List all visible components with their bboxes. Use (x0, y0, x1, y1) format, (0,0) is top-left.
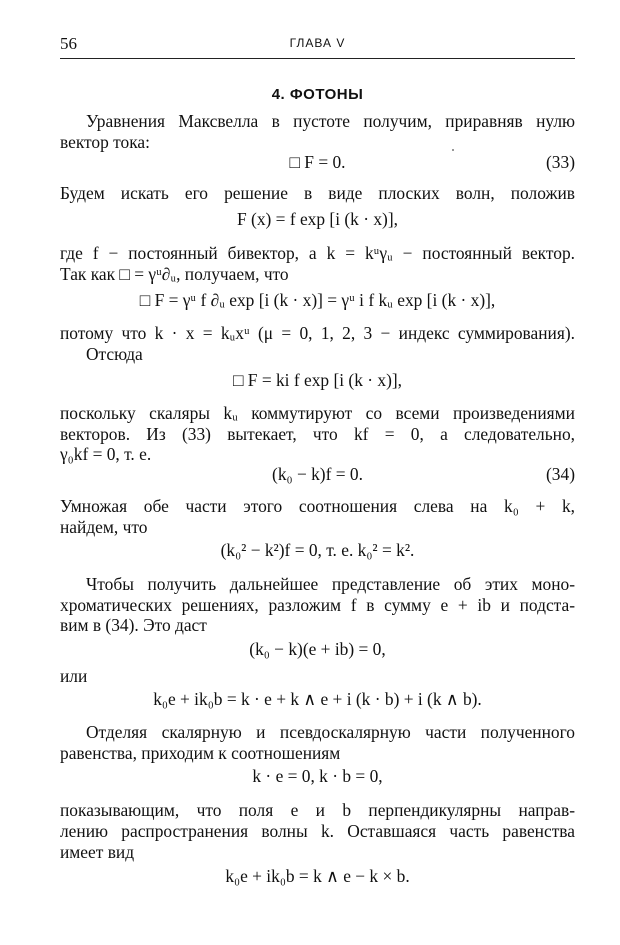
text-line: вим в (34). Это даст (60, 615, 207, 635)
equation: □ F = ki f exp [i (k · x)], (232, 370, 403, 390)
text-line: вектор тока: (60, 132, 150, 152)
text-line: имеет вид (60, 842, 135, 862)
equation: (k₀ − k)(e + ib) = 0, (249, 639, 386, 659)
equation: □ F = 0. (289, 152, 346, 172)
text-line: поскольку скаляры kᵤ коммутируют со всеми произведениями (60, 403, 575, 423)
text-line: Будем искать его решение в виде плоских волн, положив (60, 183, 575, 203)
text-line: показывающим, что поля e и b перпендикулярны направ- (60, 800, 575, 820)
equation: F (x) = f exp [i (k · x)], (237, 209, 398, 229)
text-line: γ₀kf = 0, т. е. (60, 444, 152, 464)
text-line: Уравнения Максвелла в пустоте получим, приравняв нулю (86, 111, 575, 131)
text-line: Отделяя скалярную и псевдоскалярную части полученного (86, 722, 575, 742)
equation: (k₀ − k)f = 0. (272, 464, 363, 484)
chapter-title: ГЛАВА V (289, 36, 346, 50)
equation: k₀e + ik₀b = k · e + k ∧ e + i (k · b) + i (k ∧ b). (153, 689, 482, 709)
text-line: или (60, 666, 88, 686)
equation-number: (33) (546, 152, 575, 172)
equation-number: (34) (546, 464, 575, 484)
text-line: потому что k · x = kᵤxᵘ (μ = 0, 1, 2, 3 − индекс суммирования). (60, 323, 575, 343)
equation: k · e = 0, k · b = 0, (252, 766, 383, 786)
equation: □ F = γᵘ f ∂ᵤ exp [i (k · x)] = γᵘ i f kᵤ exp [i (k · x)], (139, 290, 496, 310)
print-speck (452, 149, 454, 151)
equation: k₀e + ik₀b = k ∧ e − k × b. (225, 866, 410, 886)
running-header (60, 34, 575, 54)
text-line: Так как □ = γᵘ∂ᵤ, получаем, что (60, 264, 289, 284)
section-title: 4. ФОТОНЫ (271, 86, 364, 103)
text-line: векторов. Из (33) вытекает, что kf = 0, а следовательно, (60, 424, 575, 444)
text-line: Умножая обе части этого соотношения слева на k₀ + k, (60, 496, 575, 516)
text-line: равенства, приходим к соотношениям (60, 743, 341, 763)
page-number: 56 (60, 34, 77, 53)
text-line: найдем, что (60, 517, 148, 537)
text-line: хроматических решениях, разложим f в сумму e + ib и подста- (60, 595, 575, 615)
text-line: Чтобы получить дальнейшее представление об этих моно- (86, 574, 575, 594)
header-rule (60, 58, 575, 59)
text-line: Отсюда (86, 344, 143, 364)
text-line: где f − постоянный бивектор, а k = kᵘγᵤ − постоянный вектор. (60, 243, 575, 263)
text-line: лению распространения волны k. Оставшаяся часть равенства (60, 821, 575, 841)
equation: (k₀² − k²)f = 0, т. е. k₀² = k². (220, 540, 415, 560)
